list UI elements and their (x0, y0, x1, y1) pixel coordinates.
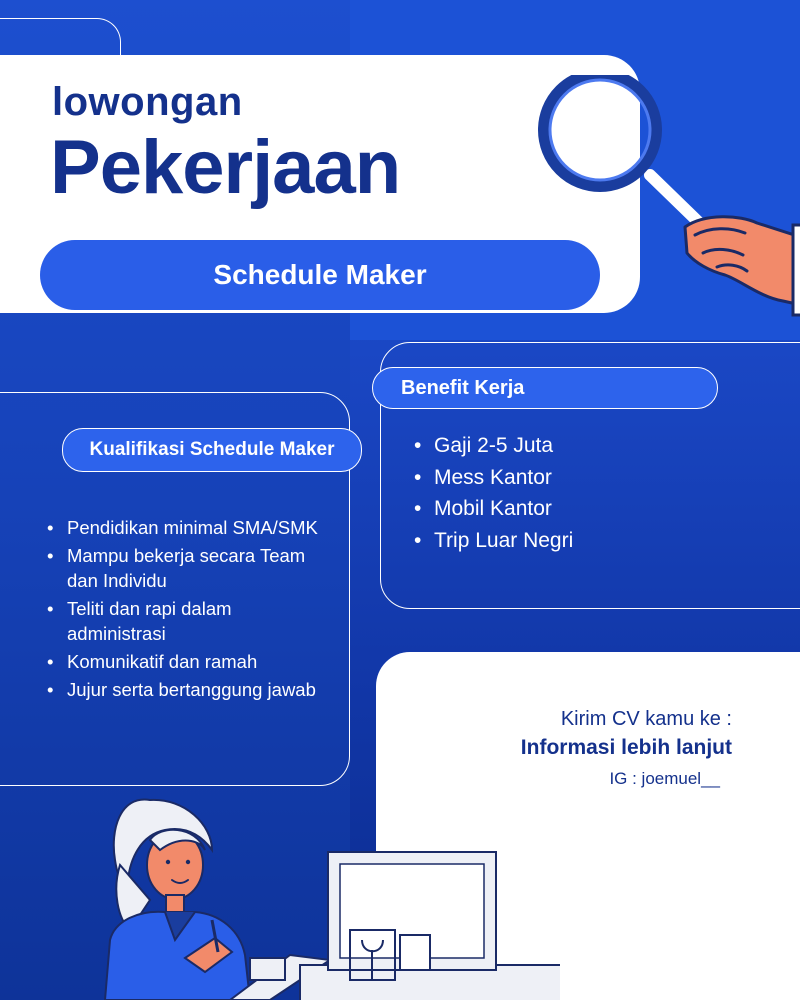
qualifications-heading: Kualifikasi Schedule Maker (62, 428, 362, 472)
role-pill: Schedule Maker (40, 240, 600, 310)
contact-instagram[interactable]: IG : joemuel__ (609, 769, 720, 788)
qualification-item: • Pendidikan minimal SMA/SMK (45, 515, 330, 540)
qualification-item: • Jujur serta bertanggung jawab (45, 677, 330, 702)
woman-at-computer-icon (0, 780, 560, 1000)
benefits-list (412, 430, 573, 556)
benefit-item: • Gaji 2-5 Juta (412, 430, 573, 462)
benefit-item: • Mess Kantor (412, 462, 573, 494)
title-small: lowongan (52, 80, 243, 124)
qualification-item: • Komunikatif dan ramah (45, 649, 330, 674)
benefit-item: • Trip Luar Negri (412, 525, 573, 557)
title-big: Pekerjaan (50, 125, 401, 210)
magnifying-glass-hand-icon (535, 75, 800, 325)
contact-heading: Informasi lebih lanjut (520, 736, 732, 759)
qualification-item: • Mampu bekerja secara Team dan Individu (45, 543, 330, 593)
qualifications-list (45, 515, 330, 705)
benefits-heading: Benefit Kerja (372, 367, 718, 409)
benefit-item: • Mobil Kantor (412, 493, 573, 525)
qualification-item: • Teliti dan rapi dalam administrasi (45, 596, 330, 646)
contact-instruction: Kirim CV kamu ke : (560, 708, 732, 730)
